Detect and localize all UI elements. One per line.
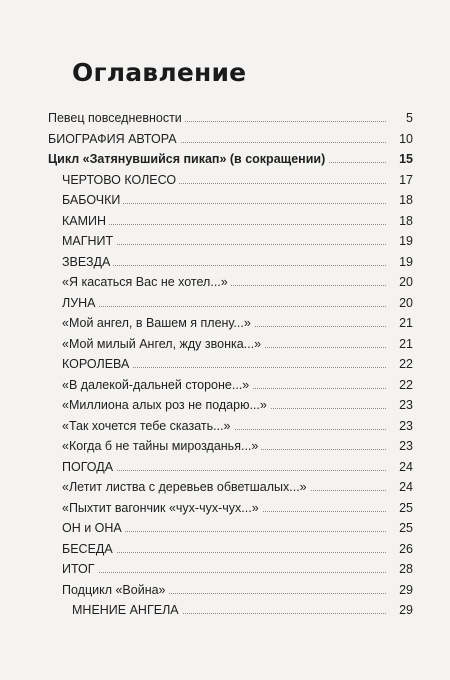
toc-entry-title: «Так хочется тебе сказать...»: [62, 416, 234, 436]
toc-entry-page-number: 22: [387, 375, 413, 395]
table-of-contents: [0, 108, 450, 621]
toc-entry-title: «Мой милый Ангел, жду звонка...»: [62, 334, 264, 354]
toc-entry-title: ЗВЕЗДА: [62, 252, 113, 272]
toc-entry-page-number: 20: [387, 293, 413, 313]
toc-entry: [0, 457, 450, 478]
toc-entry-page-number: 21: [387, 313, 413, 333]
toc-entry: [0, 149, 450, 170]
toc-entry: [0, 354, 450, 375]
toc-entry: [0, 477, 450, 498]
toc-entry-title: ПОГОДА: [62, 457, 116, 477]
toc-entry-page-number: 23: [387, 436, 413, 456]
toc-entry-page-number: 15: [387, 149, 413, 169]
toc-entry-title: ИТОГ: [62, 559, 98, 579]
toc-entry-page-number: 18: [387, 190, 413, 210]
dot-leader: [62, 572, 410, 573]
toc-entry-page-number: 20: [387, 272, 413, 292]
toc-entry: [0, 375, 450, 396]
toc-entry: [0, 395, 450, 416]
toc-entry-page-number: 29: [387, 600, 413, 620]
toc-entry-page-number: 24: [387, 477, 413, 497]
toc-entry-title: Цикл «Затянувшийся пикап» (в сокращении): [48, 149, 328, 169]
toc-entry-page-number: 19: [387, 231, 413, 251]
toc-entry-page-number: 19: [387, 252, 413, 272]
toc-entry: [0, 600, 450, 621]
toc-entry: [0, 190, 450, 211]
toc-entry: [0, 559, 450, 580]
toc-entry-title: Певец повседневности: [48, 108, 185, 128]
toc-entry-page-number: 25: [387, 498, 413, 518]
toc-entry-page-number: 26: [387, 539, 413, 559]
toc-entry-title: МНЕНИЕ АНГЕЛА: [72, 600, 182, 620]
toc-entry-page-number: 17: [387, 170, 413, 190]
toc-entry-title: БЕСЕДА: [62, 539, 116, 559]
page-title: Оглавление: [72, 58, 247, 87]
toc-entry-page-number: 23: [387, 416, 413, 436]
toc-entry: [0, 170, 450, 191]
toc-entry-title: «Я касаться Вас не хотел...»: [62, 272, 231, 292]
toc-entry-title: «В далекой-дальней стороне...»: [62, 375, 252, 395]
dot-leader: [62, 224, 410, 225]
dot-leader: [62, 265, 410, 266]
toc-entry-page-number: 25: [387, 518, 413, 538]
toc-entry-title: ЛУНА: [62, 293, 99, 313]
toc-entry: [0, 539, 450, 560]
toc-entry: [0, 436, 450, 457]
toc-entry: [0, 334, 450, 355]
toc-entry: [0, 252, 450, 273]
toc-entry-page-number: 23: [387, 395, 413, 415]
toc-entry: [0, 108, 450, 129]
toc-entry-title: Подцикл «Война»: [62, 580, 169, 600]
toc-entry-page-number: 28: [387, 559, 413, 579]
toc-entry-page-number: 24: [387, 457, 413, 477]
toc-entry-title: БИОГРАФИЯ АВТОРА: [48, 129, 180, 149]
toc-entry-page-number: 21: [387, 334, 413, 354]
toc-entry: [0, 498, 450, 519]
toc-entry-page-number: 22: [387, 354, 413, 374]
toc-entry-page-number: 29: [387, 580, 413, 600]
toc-entry-title: ЧЕРТОВО КОЛЕСО: [62, 170, 179, 190]
toc-entry-title: «Когда б не тайны мирозданья...»: [62, 436, 261, 456]
toc-entry-title: «Пыхтит вагончик «чух-чух-чух...»: [62, 498, 262, 518]
toc-entry: [0, 580, 450, 601]
toc-entry-title: ОН и ОНА: [62, 518, 125, 538]
toc-entry: [0, 293, 450, 314]
toc-entry: [0, 416, 450, 437]
toc-entry-page-number: 5: [387, 108, 413, 128]
toc-entry-page-number: 10: [387, 129, 413, 149]
toc-entry-title: МАГНИТ: [62, 231, 116, 251]
toc-entry-page-number: 18: [387, 211, 413, 231]
toc-entry-title: БАБОЧКИ: [62, 190, 123, 210]
toc-entry-title: КАМИН: [62, 211, 109, 231]
toc-entry-title: «Миллиона алых роз не подарю...»: [62, 395, 270, 415]
toc-entry: [0, 129, 450, 150]
toc-entry: [0, 211, 450, 232]
toc-entry: [0, 518, 450, 539]
toc-entry: [0, 313, 450, 334]
dot-leader: [62, 306, 410, 307]
toc-entry-title: КОРОЛЕВА: [62, 354, 132, 374]
toc-entry: [0, 272, 450, 293]
toc-entry: [0, 231, 450, 252]
toc-entry-title: «Мой ангел, в Вашем я плену...»: [62, 313, 254, 333]
toc-entry-title: «Летит листва с деревьев обветшалых...»: [62, 477, 310, 497]
